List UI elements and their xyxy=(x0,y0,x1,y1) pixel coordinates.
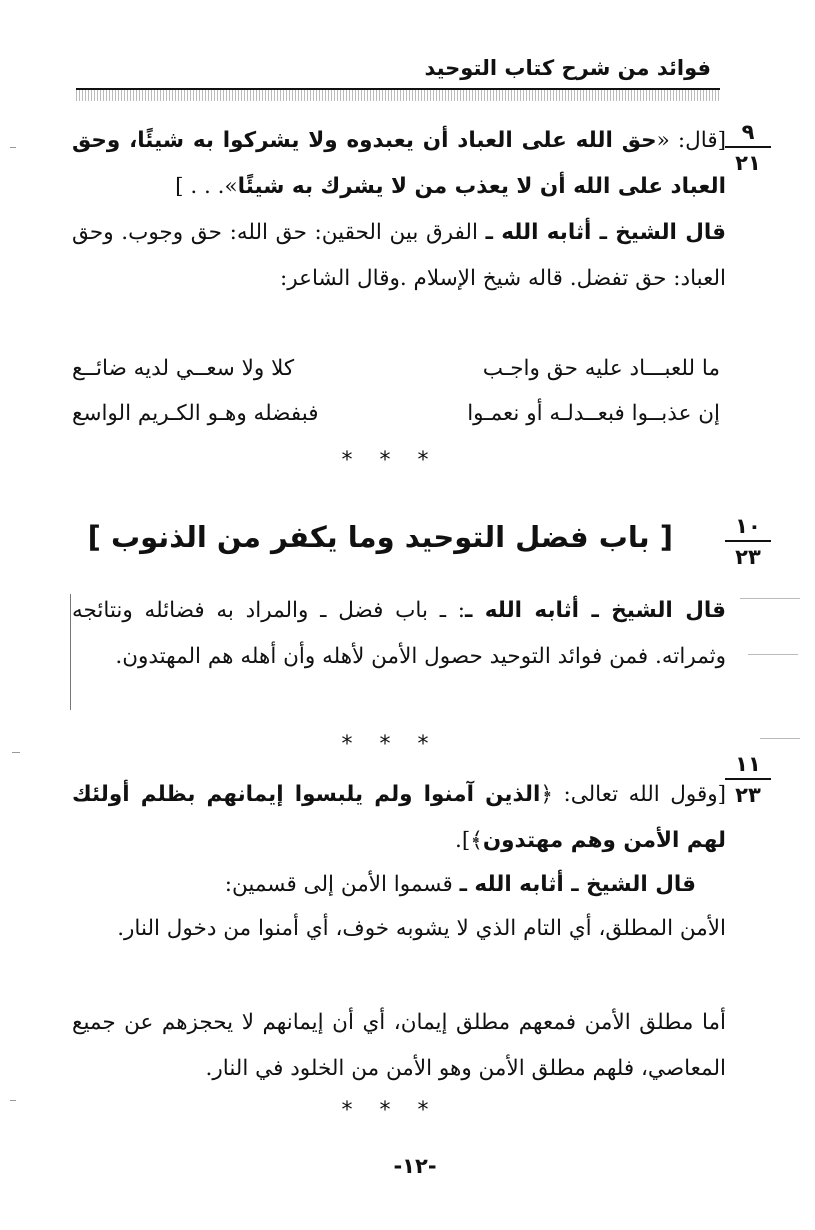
left-margin-line xyxy=(70,594,71,710)
explanation-paragraph-2: أما مطلق الأمن فمعهم مطلق إيمان، أي أن إيمانهم لا يحجزهم عن جميع المعاصي، فلهم مطلق الأمن وهو الأمن من الخلود في النار. xyxy=(72,1010,726,1081)
margin-reference-10-23 xyxy=(725,514,771,569)
scan-mark xyxy=(740,598,800,599)
ref-divider xyxy=(725,146,771,148)
quran-verse-text xyxy=(72,772,726,864)
ref-top: ١٠ xyxy=(735,514,761,538)
ref-top: ٩ xyxy=(741,120,755,144)
margin-reference-9-21 xyxy=(725,120,771,175)
sheikh-comment-1 xyxy=(72,210,726,302)
page-number: -١٢- xyxy=(393,1154,437,1178)
ref-divider xyxy=(725,540,771,542)
ref-divider xyxy=(725,778,771,780)
ref-top: ١١ xyxy=(735,752,761,776)
margin-reference-11-23 xyxy=(725,752,771,807)
hadith-close: ». . . ] xyxy=(175,174,238,199)
scan-mark xyxy=(760,738,800,739)
verse-close: ﴾]. xyxy=(455,828,483,853)
ref-bottom: ٢٣ xyxy=(735,783,761,807)
verse-1-right: ما للعبـــاد عليه حق واجـب xyxy=(482,356,720,381)
sheikh-label: قال الشيخ ـ أثابه الله ـ xyxy=(465,598,726,623)
sheikh-label: قال الشيخ ـ أثابه الله ـ xyxy=(485,220,726,245)
sheikh-text: الفرق بين الحقين: حق الله: حق وجوب. وحق العباد: حق تفضل. قاله شيخ الإسلام .وقال الشاعر: xyxy=(72,220,726,291)
scan-mark xyxy=(12,752,20,753)
scan-mark xyxy=(10,1100,16,1101)
sheikh-comment-2 xyxy=(72,588,726,680)
chapter-heading: [ باب فضل التوحيد وما يكفر من الذنوب ] xyxy=(87,520,673,554)
verse-1-left: كلا ولا سعــي لديه ضائــع xyxy=(72,356,295,381)
verse-open: [وقول الله تعالى: ﴿ xyxy=(540,782,726,807)
verse-2-right: إن عذبــوا فبعــدلـه أو نعمـوا xyxy=(467,401,720,426)
header-rule xyxy=(76,88,720,101)
scan-mark xyxy=(748,654,798,655)
ref-bottom: ٢٣ xyxy=(735,545,761,569)
sheikh-text: : ـ باب فضل ـ والمراد به فضائله ونتائجه وثمراته. فمن فوائد التوحيد حصول الأمن لأهله وأن أهله هم المهتدون. xyxy=(72,598,726,669)
sheikh-text: قسموا الأمن إلى قسمين: xyxy=(224,872,460,897)
verse-quote: الذين آمنوا ولم يلبسوا إيمانهم بظلم أولئك لهم الأمن وهم مهتدون xyxy=(72,782,726,853)
section-separator-stars: * * * xyxy=(341,732,439,757)
explanation-paragraph-1: الأمن المطلق، أي التام الذي لا يشوبه خوف، أي أمنوا من دخول النار. xyxy=(117,916,726,941)
verse-2-left: فبفضله وهـو الكـريم الواسع xyxy=(72,401,319,426)
section-separator-stars: * * * xyxy=(341,1098,439,1123)
hadith-quote: حق الله على العباد أن يعبدوه ولا يشركوا به شيئًا، وحق العباد على الله أن لا يعذب من لا يشرك به شيئًا xyxy=(72,128,726,199)
sheikh-comment-3 xyxy=(72,862,696,908)
hadith-open: [قال: « xyxy=(656,128,726,153)
hadith-text xyxy=(72,118,726,210)
scan-mark xyxy=(10,147,16,148)
sheikh-label: قال الشيخ ـ أثابه الله ـ xyxy=(459,872,696,897)
running-header-title: فوائد من شرح كتاب التوحيد xyxy=(424,56,711,80)
ref-bottom: ٢١ xyxy=(735,151,761,175)
section-separator-stars: * * * xyxy=(341,448,439,473)
